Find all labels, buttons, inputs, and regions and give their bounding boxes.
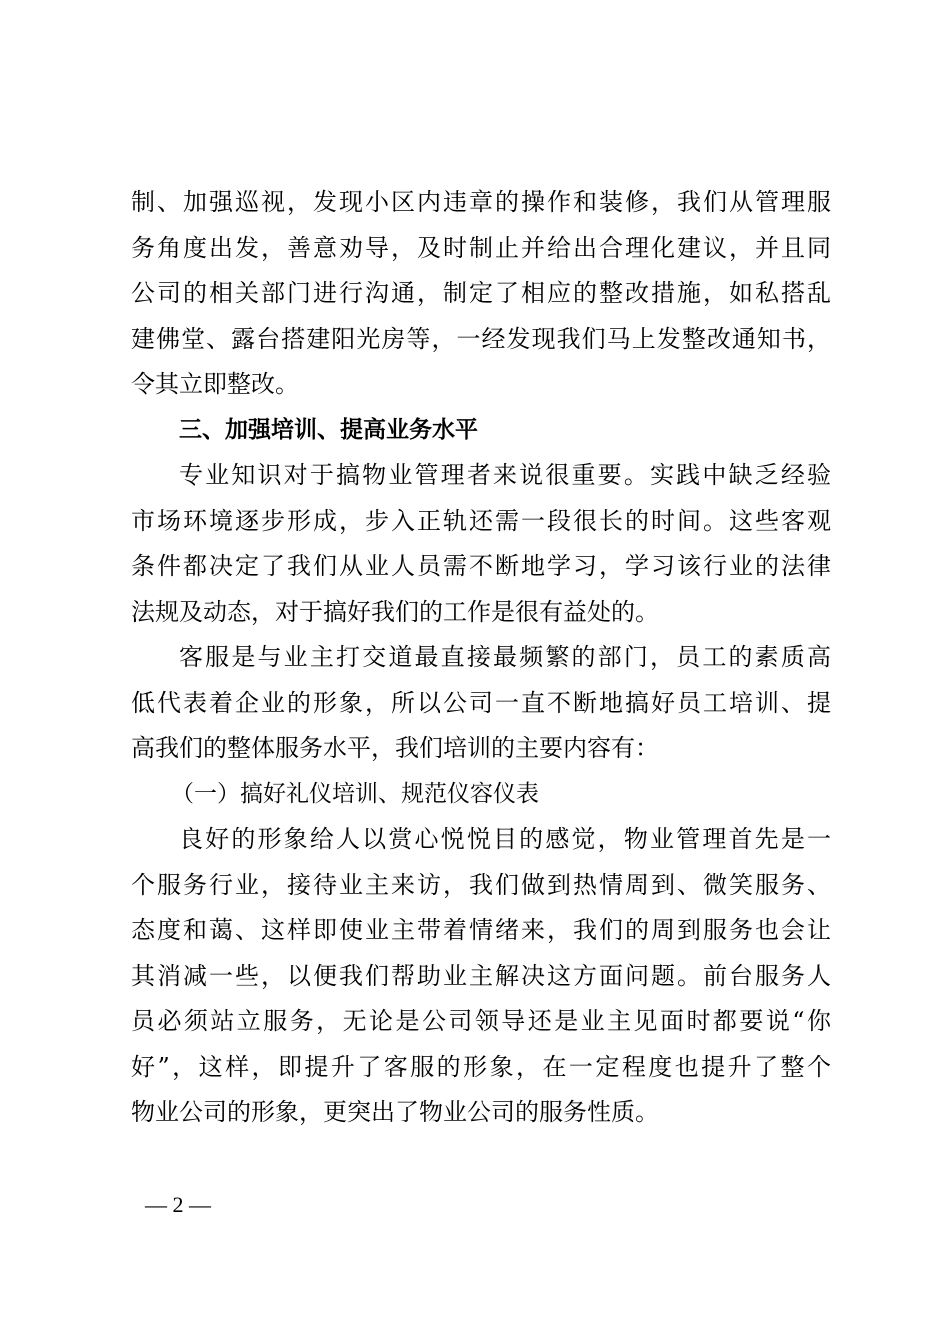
text-line: 良好的形象给人以赏心悦悦目的感觉，物业管理首先是一 bbox=[179, 825, 831, 853]
text-line: 建佛堂、露台搭建阳光房等，一经发现我们马上发整改通知书， bbox=[131, 324, 831, 353]
text-line: 制、加强巡视，发现小区内违章的操作和装修，我们从管理服 bbox=[131, 188, 831, 216]
text-line: 公司的相关部门进行沟通，制定了相应的整改措施，如私搭乱 bbox=[131, 279, 831, 307]
page-number: — 2 — bbox=[145, 1192, 211, 1217]
section-heading: 三、加强培训、提高业务水平 bbox=[179, 416, 478, 443]
subsection-heading: （一）搞好礼仪培训、规范仪容仪表 bbox=[171, 780, 539, 807]
paragraph bbox=[131, 635, 831, 772]
text-line: 态度和蔼、这样即使业主带着情绪来，我们的周到服务也会让 bbox=[131, 916, 831, 944]
text-line: 好”，这样，即提升了客服的形象，在一定程度也提升了整个 bbox=[131, 1052, 831, 1081]
text-line: 个服务行业，接待业主来访，我们做到热情周到、微笑服务、 bbox=[131, 870, 831, 899]
text-line: 条件都决定了我们从业人员需不断地学习，学习该行业的法律 bbox=[131, 552, 831, 580]
text-line: 专业知识对于搞物业管理者来说很重要。实践中缺乏经验 bbox=[179, 461, 831, 489]
text-line: 务角度出发，善意劝导，及时制止并给出合理化建议，并且同 bbox=[131, 233, 831, 262]
text-line: 员必须站立服务，无论是公司领导还是业主见面时都要说“你 bbox=[131, 1007, 831, 1035]
paragraph bbox=[131, 453, 831, 635]
text-line: 低代表着企业的形象，所以公司一直不断地搞好员工培训、提 bbox=[131, 688, 831, 717]
text-line: 高我们的整体服务水平，我们培训的主要内容有： bbox=[131, 734, 659, 762]
text-line: 客服是与业主打交道最直接最频繁的部门，员工的素质高 bbox=[179, 643, 831, 671]
document-body bbox=[131, 180, 831, 1136]
text-line: 物业公司的形象，更突出了物业公司的服务性质。 bbox=[131, 1098, 659, 1126]
text-line: 其消减一些，以便我们帮助业主解决这方面问题。前台服务人 bbox=[131, 961, 831, 990]
paragraph-continued bbox=[131, 180, 831, 408]
text-line: 市场环境逐步形成，步入正轨还需一段很长的时间。这些客观 bbox=[131, 506, 831, 535]
paragraph bbox=[131, 817, 831, 1136]
text-line: 法规及动态，对于搞好我们的工作是很有益处的。 bbox=[131, 597, 659, 626]
text-line: 令其立即整改。 bbox=[131, 370, 299, 398]
